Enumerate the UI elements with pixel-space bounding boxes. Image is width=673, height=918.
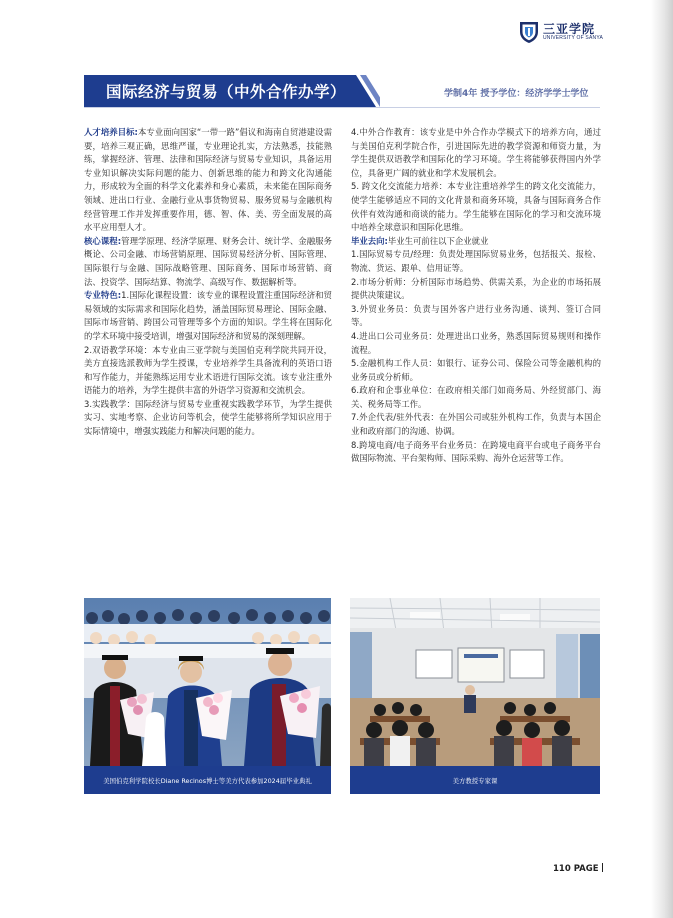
lecture-illustration (350, 598, 600, 766)
university-logo (518, 20, 603, 44)
career-paths-intro: 毕业生可前往以下企业就业 (387, 235, 489, 246)
list-item: 1.国际贸易专员/经理：负责处理国际贸易业务，包括报关、报检、物流、货运、跟单、信用证等。 (351, 249, 601, 273)
page-number (553, 863, 603, 874)
list-item: 4.进出口公司业务员：处理进出口业务，熟悉国际贸易规则和操作流程。 (351, 330, 601, 355)
logo-name-en: UNIVERSITY OF SANYA (543, 35, 604, 41)
career-paths (351, 235, 601, 249)
university-crest-icon (518, 20, 540, 44)
training-objective-text: 本专业面向国家“一带一路”倡议和海南自贸港建设需要，培养三观正确，思维严谨，专业理论扎实，方法熟悉，技能熟练，掌握经济、管理、法律和国际经济与贸易专业知识，具备运用专业知识解决实际问题的能力、创新思维的能力和跨文化沟通能力，形成较为全面的科学文化素养和身心素质，未来能在国际商务领域、进出口行业、金融行业从事货物贸易、服务贸易与金融机构经营管理工作并发挥重要作用，德、智、体、美、劳全面发展的高水平应用型人才。 (84, 127, 332, 233)
right-text-column (351, 126, 601, 466)
core-courses (84, 235, 332, 289)
header-divider (84, 107, 600, 108)
logo-name-cn: 三亚学院 (543, 22, 596, 36)
graduation-photo-caption: 美国伯克利学院校长Diane Recinos博士等美方代表参加2024届毕业典礼 (84, 766, 331, 794)
career-paths-label: 毕业去向: (351, 235, 388, 246)
features-1-text: 1.国际化课程设置：该专业的课程设置注重国际经济和贸易领域的实际需求和国际化趋势，涵盖国际贸易理论、国际金融、国际市场营销、跨国公司管理等多个方面的知识。学生将在国际化的学术环境中接受培训，增强对国际经济和贸易的深刻理解。 (84, 290, 332, 341)
training-objective (84, 126, 332, 235)
lecture-photo (350, 598, 600, 766)
list-item: 7.外企代表/驻外代表：在外国公司或驻外机构工作，负责与本国企业和政府部门的沟通、协调。 (351, 412, 601, 437)
core-courses-label: 核心课程: (84, 235, 122, 246)
list-item: 2.市场分析师：分析国际市场趋势、供需关系，为企业的市场拓展提供决策建议。 (351, 276, 601, 301)
features-2: 2.双语教学环境：本专业由三亚学院与美国伯克利学院共同开设，美方直接选派教师为学生授课，专业培养学生具备流利的英语口语和写作能力，并能熟练运用专业术语进行国际交流。该专业注重外语能力的培养，为学生提供丰富的外语学习资源和交流机会。 (84, 344, 332, 396)
list-item: 6.政府和企事业单位：在政府相关部门如商务局、外经贸部门、海关、税务局等工作。 (351, 385, 601, 409)
features-3: 3.实践教学：国际经济与贸易专业重视实践教学环节，为学生提供实习、实地考察、企业访问等机会，使学生能够将所学知识应用于实际情境中，增强实践能力和解决问题的能力。 (84, 398, 332, 437)
features-label: 专业特色: (84, 290, 122, 301)
features-4: 4.中外合作教育：该专业是中外合作办学模式下的培养方向，通过与美国伯克利学院合作，引进国际先进的教学资源和师资力量，为学生提供双语教学和国际化的学习环境。学生将能够获得国内外学位，具备更广阔的就业和学术发展机会。 (351, 127, 601, 178)
degree-info: 学制4年 授予学位：经济学学士学位 (444, 89, 589, 99)
features-5: 5. 跨文化交流能力培养：本专业注重培养学生的跨文化交流能力，使学生能够适应不同的文化背景和商务环境，具备与国际商务合作伙伴有效沟通和商谈的能力。学生能够在国际化的学习和交流环境中培养全球意识和国际化思维。 (351, 181, 601, 233)
program-title-banner (84, 75, 370, 107)
list-item: 5.金融机构工作人员：如银行、证券公司、保险公司等金融机构的业务员或分析师。 (351, 358, 601, 382)
left-text-column (84, 126, 332, 439)
page-edge-shadow (651, 0, 673, 918)
page-number-bar (602, 863, 604, 872)
core-courses-text: 管理学原理、经济学原理、财务会计、统计学、金融服务概论、公司金融、市场营销原理、国际贸易经济分析、国际管理、国际银行与金融、国际战略管理、国际商务、国际市场营销、商法、投资学、国际结算、物流学、高级写作、数据解析等。 (84, 235, 332, 287)
page-number-text: 110 PAGE (553, 864, 599, 874)
features-1 (84, 289, 332, 343)
training-objective-label: 人才培养目标: (84, 127, 138, 137)
page-title: 国际经济与贸易（中外合作办学） (106, 83, 347, 101)
list-item: 8.跨境电商/电子商务平台业务员：在跨境电商平台或电子商务平台做国际物流、平台架构师、国际采购、海外仓运营等工作。 (351, 439, 601, 464)
graduation-illustration (84, 598, 331, 766)
lecture-photo-caption: 美方教授专家课 (350, 766, 600, 794)
list-item: 3.外贸业务员：负责与国外客户进行业务沟通、谈判、签订合同等。 (351, 303, 601, 328)
graduation-photo (84, 598, 331, 766)
